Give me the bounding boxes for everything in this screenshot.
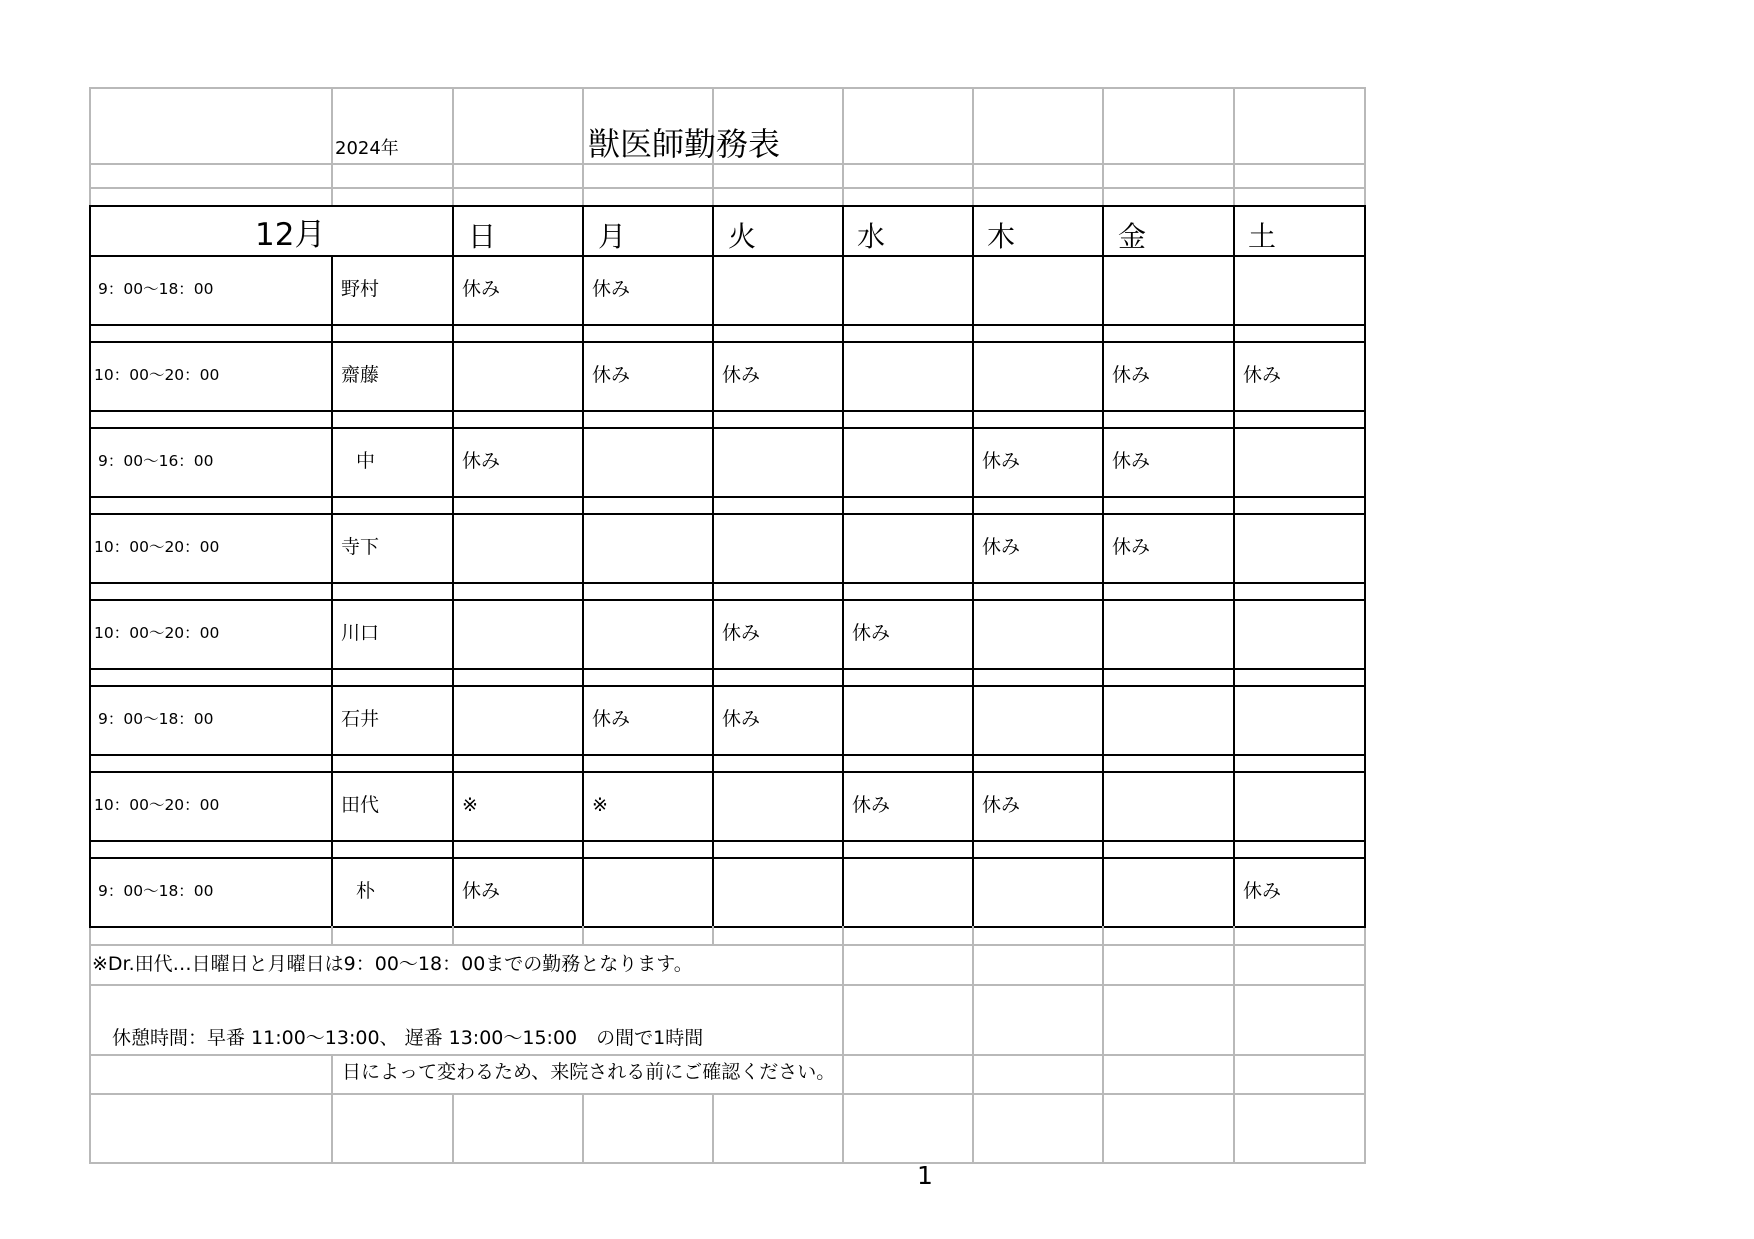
gridline-vertical	[582, 1093, 584, 1162]
staff-name: 川口	[341, 622, 380, 644]
schedule-cell: 休み	[982, 794, 1021, 816]
schedule-cell: 休み	[982, 536, 1021, 558]
gridline-horizontal	[89, 163, 1364, 165]
column-border	[972, 205, 974, 928]
note-break-time: 休憩時間：早番 11:00〜13:00、 遅番 13:00〜15:00 の間で1時間	[112, 1027, 704, 1049]
row-border	[89, 427, 1366, 429]
schedule-cell: 休み	[1112, 364, 1151, 386]
month-label: 12月	[255, 217, 326, 253]
table-border	[89, 255, 1366, 257]
row-border	[89, 857, 1366, 859]
schedule-cell: 休み	[462, 450, 501, 472]
schedule-cell: 休み	[1112, 450, 1151, 472]
gridline-vertical	[1102, 926, 1104, 1162]
gridline-vertical	[1102, 87, 1104, 205]
gridline-horizontal	[89, 1054, 1366, 1056]
column-border	[712, 205, 714, 928]
column-border	[89, 205, 91, 928]
schedule-cell: 休み	[852, 622, 891, 644]
note-tashiro: ※Dr.田代…日曜日と月曜日は9：00〜18：00までの勤務となります。	[92, 953, 693, 975]
row-border	[89, 685, 1366, 687]
staff-name: 齋藤	[341, 364, 380, 386]
shift-hours: 9：00〜18：00	[98, 882, 214, 900]
shift-hours: 10：00〜20：00	[94, 538, 220, 556]
column-border	[582, 205, 584, 928]
page-title: 獣医師勤務表	[588, 125, 781, 163]
day-header: 火	[728, 220, 757, 253]
page-number: 1	[917, 1161, 933, 1190]
column-border	[1233, 205, 1235, 928]
gridline-horizontal	[89, 187, 1364, 189]
gridline-vertical	[1233, 926, 1235, 1162]
column-border	[331, 255, 333, 928]
gridline-vertical	[972, 926, 974, 1162]
gridline-vertical	[582, 926, 584, 944]
schedule-cell: 休み	[722, 364, 761, 386]
day-header: 日	[468, 220, 497, 253]
staff-name: 寺下	[341, 536, 380, 558]
gridline-vertical	[972, 87, 974, 205]
row-border	[89, 582, 1366, 584]
gridline-vertical	[842, 926, 844, 1162]
schedule-cell: 休み	[462, 278, 501, 300]
shift-hours: 9：00〜18：00	[98, 280, 214, 298]
day-header: 土	[1248, 220, 1277, 253]
gridline-vertical	[452, 87, 454, 205]
schedule-cell: 休み	[852, 794, 891, 816]
row-border	[89, 840, 1366, 842]
schedule-cell: 休み	[1243, 880, 1282, 902]
gridline-vertical	[331, 87, 333, 205]
gridline-horizontal	[89, 87, 1364, 89]
row-border	[89, 410, 1366, 412]
row-border	[89, 324, 1366, 326]
gridline-vertical	[582, 87, 584, 205]
schedule-cell: 休み	[592, 364, 631, 386]
day-header: 月	[598, 220, 627, 253]
gridline-horizontal	[89, 984, 1366, 986]
staff-name: 石井	[341, 708, 380, 730]
gridline-horizontal	[89, 1093, 1366, 1095]
staff-name: 中	[356, 450, 376, 472]
schedule-cell: 休み	[722, 708, 761, 730]
schedule-cell: 休み	[1243, 364, 1282, 386]
note-confirm: 日によって変わるため、来院される前にご確認ください。	[342, 1061, 836, 1083]
row-border	[89, 926, 1366, 928]
row-border	[89, 771, 1366, 773]
staff-name: 野村	[341, 278, 380, 300]
shift-hours: 10：00〜20：00	[94, 624, 220, 642]
column-border	[452, 205, 454, 928]
gridline-horizontal	[89, 944, 1366, 946]
day-header: 水	[857, 220, 886, 253]
row-border	[89, 754, 1366, 756]
gridline-vertical	[712, 926, 714, 944]
column-border	[842, 205, 844, 928]
row-border	[89, 599, 1366, 601]
column-border	[1102, 205, 1104, 928]
gridline-vertical	[842, 87, 844, 205]
column-border	[1364, 205, 1366, 928]
gridline-vertical	[331, 1054, 333, 1162]
year-label: 2024年	[335, 138, 399, 159]
row-border	[89, 496, 1366, 498]
gridline-vertical	[331, 926, 333, 944]
day-header: 金	[1118, 220, 1147, 253]
shift-hours: 9：00〜16：00	[98, 452, 214, 470]
staff-name: 田代	[341, 794, 380, 816]
schedule-cell: 休み	[592, 708, 631, 730]
schedule-cell: 休み	[462, 880, 501, 902]
staff-name: 朴	[356, 880, 376, 902]
schedule-cell: ※	[462, 794, 478, 816]
schedule-cell: 休み	[722, 622, 761, 644]
row-border	[89, 668, 1366, 670]
gridline-vertical	[452, 926, 454, 944]
schedule-cell: ※	[592, 794, 608, 816]
table-border	[89, 205, 1366, 207]
schedule-cell: 休み	[592, 278, 631, 300]
gridline-vertical	[712, 1093, 714, 1162]
shift-hours: 9：00〜18：00	[98, 710, 214, 728]
row-border	[89, 513, 1366, 515]
gridline-vertical	[1233, 87, 1235, 205]
gridline-vertical	[452, 1093, 454, 1162]
gridline-horizontal	[89, 1162, 1366, 1164]
shift-hours: 10：00〜20：00	[94, 796, 220, 814]
shift-hours: 10：00〜20：00	[94, 366, 220, 384]
day-header: 木	[987, 220, 1016, 253]
row-border	[89, 341, 1366, 343]
schedule-cell: 休み	[982, 450, 1021, 472]
schedule-cell: 休み	[1112, 536, 1151, 558]
